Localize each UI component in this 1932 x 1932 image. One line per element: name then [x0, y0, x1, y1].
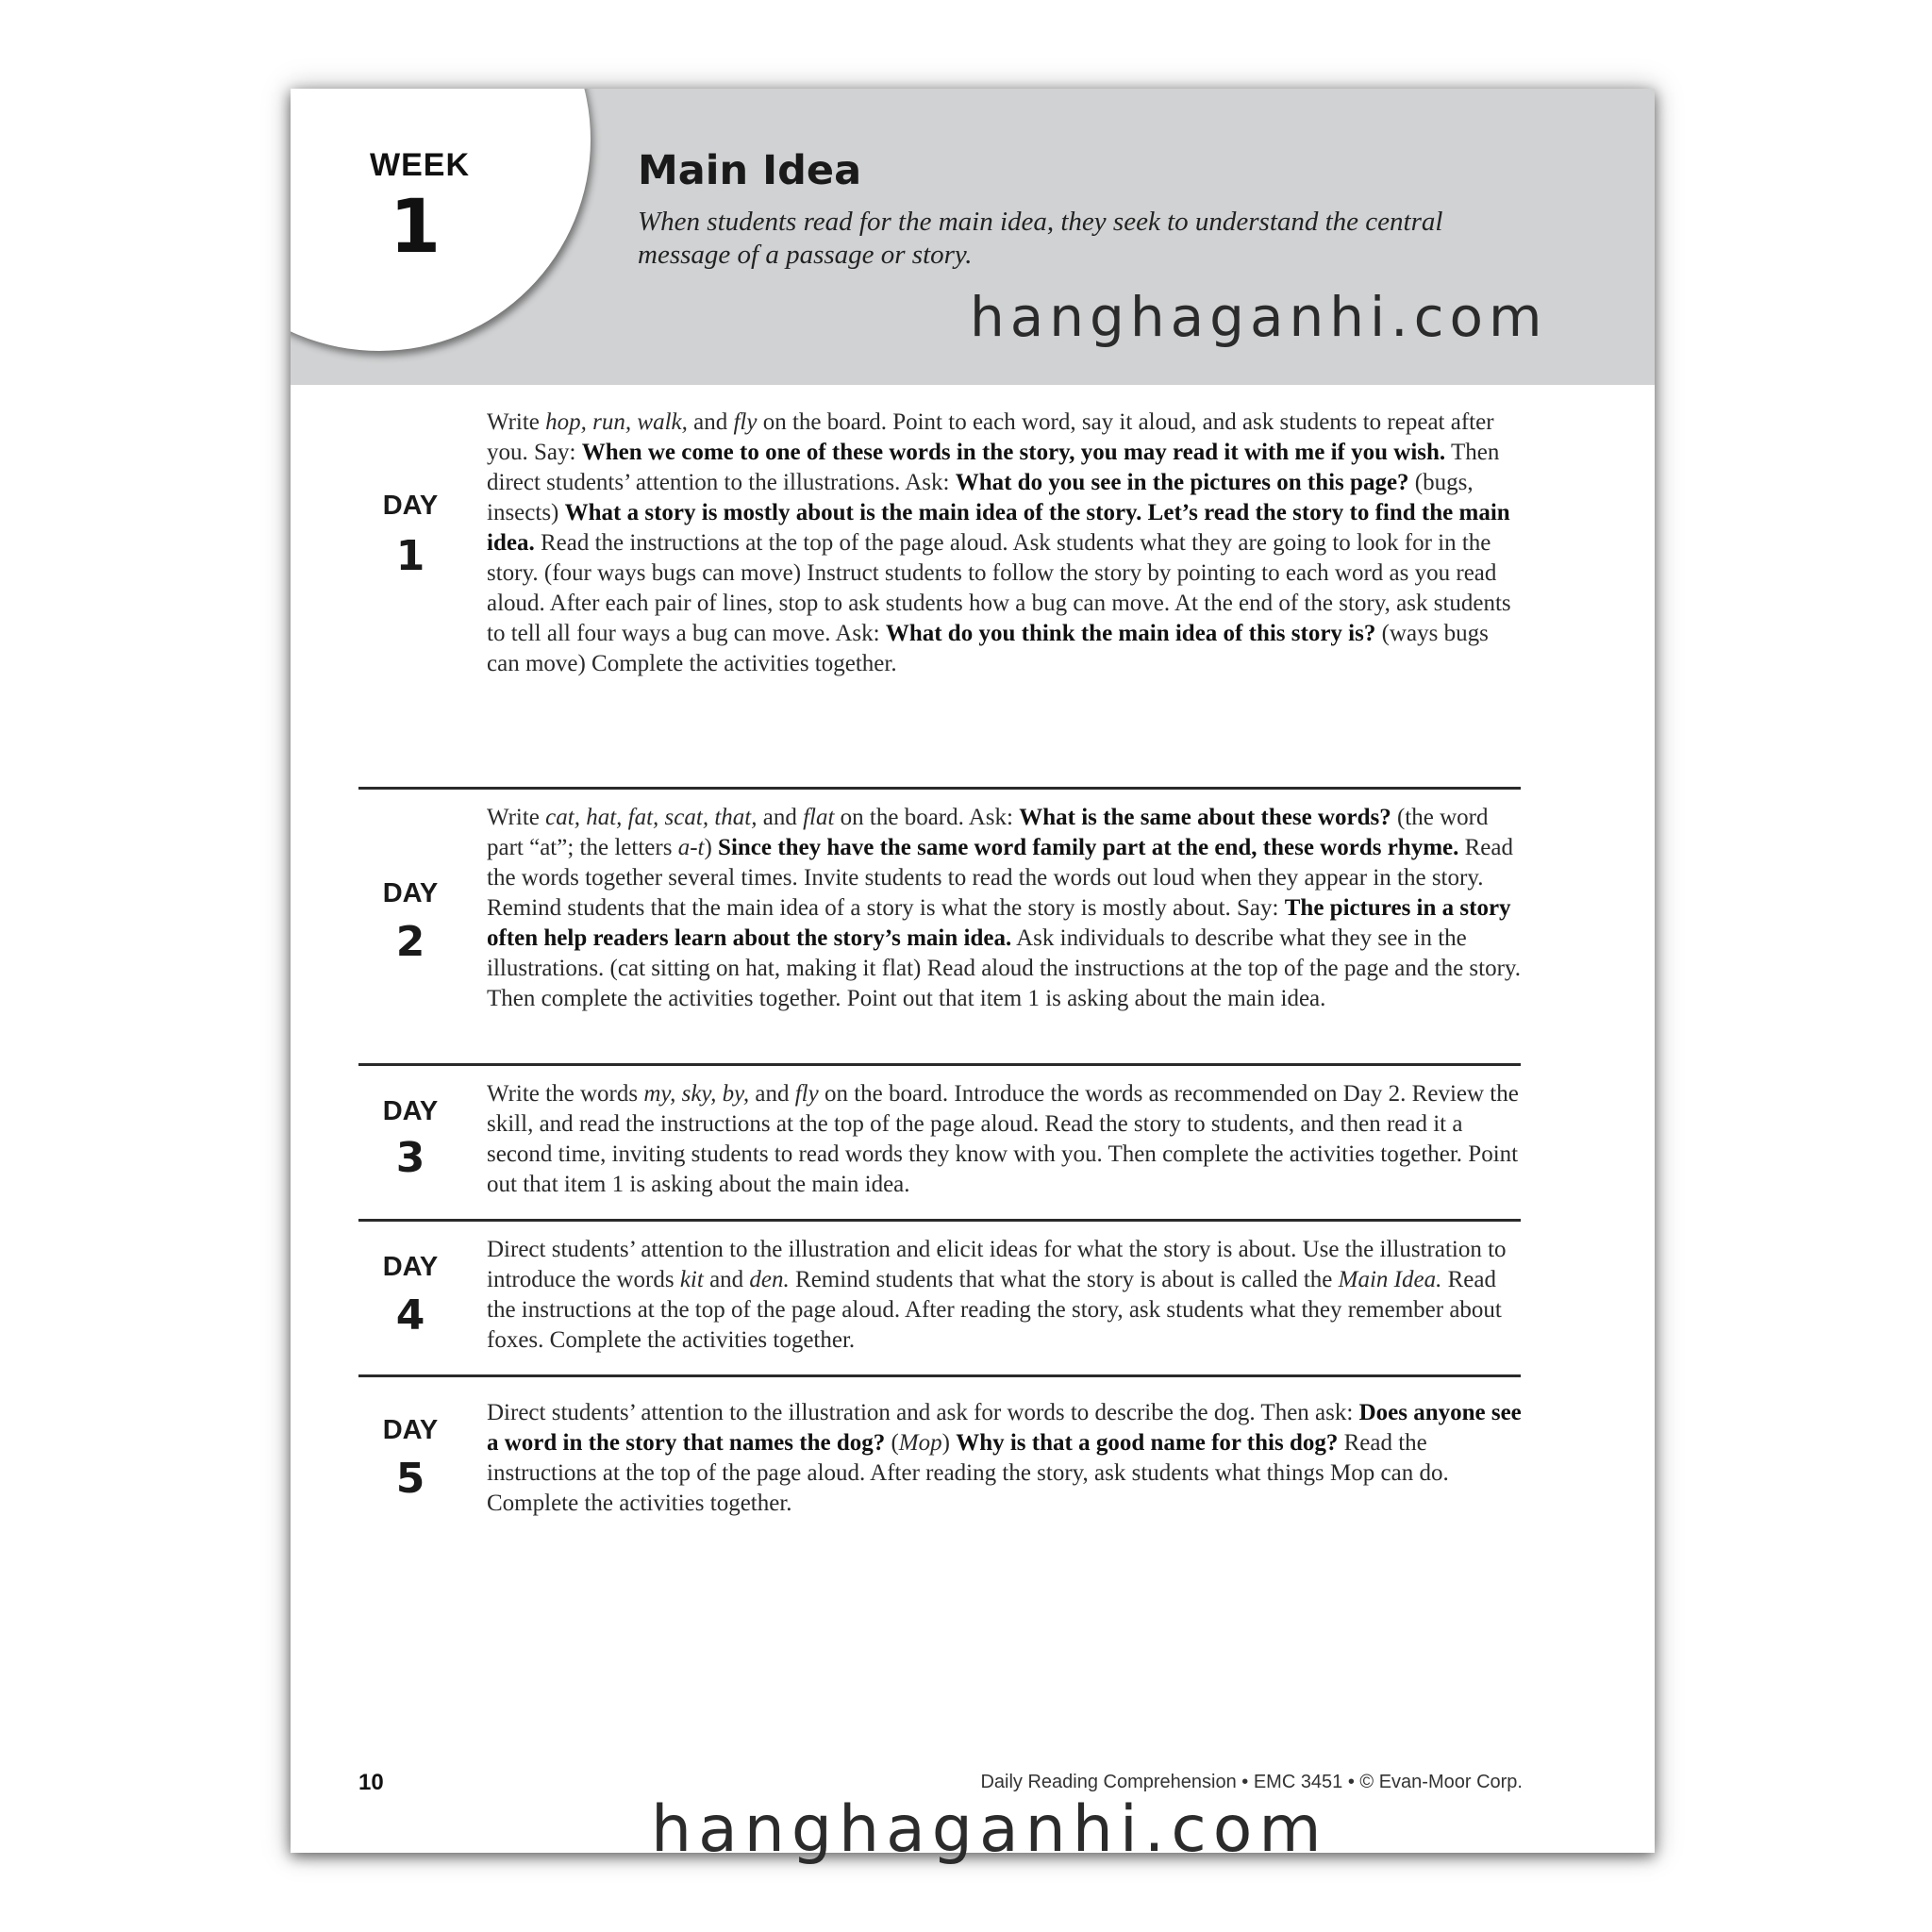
day-number: 2: [395, 918, 425, 966]
text-run: Write: [487, 409, 546, 435]
text-run: and: [703, 1267, 750, 1292]
worksheet-page: [291, 89, 1655, 1853]
text-run: (: [885, 1430, 899, 1456]
text-run: Direct students’ attention to the illustration and elicit ideas for what the story is about. Use the illustration to introduce the words: [487, 1237, 1507, 1292]
footer-credit: Daily Reading Comprehension • EMC 3451 • © Evan-Moor Corp.: [980, 1772, 1523, 1792]
text-run: on the board. Ask:: [834, 805, 1020, 830]
italic-term: Mop: [898, 1430, 942, 1456]
day-instructions: [487, 803, 1524, 1014]
week-number: 1: [389, 185, 441, 270]
day-label: DAY: [382, 1252, 439, 1282]
day-number: 5: [395, 1455, 425, 1503]
bold-prompt: Does anyone see a word in the story that names the dog?: [487, 1400, 1522, 1456]
italic-term: my, sky, by,: [643, 1081, 750, 1107]
italic-term: kit: [679, 1267, 704, 1292]
text-run: ): [941, 1430, 957, 1456]
bold-prompt: Since they have the same word family part at the end, these words rhyme.: [718, 835, 1459, 860]
text-run: and: [749, 1081, 795, 1107]
text-run: Ask individuals to describe what they see in the illustrations. (cat sitting on hat, making it flat) Read aloud the instructions at the top of the page and the story. Then complete the activities together. Point out that item 1 is asking about the main idea.: [487, 925, 1522, 1011]
skill-title: Main Idea: [638, 147, 862, 194]
text-run: Read the words together several times. Invite students to read the words out loud when they appear in the story. Remind students that the main idea of a story is what the story is mostly about. Say:: [487, 835, 1513, 921]
week-badge: [291, 89, 591, 351]
watermark-bottom: hanghaganhi.com: [651, 1792, 1328, 1867]
text-run: Read the instructions at the top of the page aloud. After reading the story, ask students what things Mop can do. Complete the activities together.: [487, 1430, 1449, 1516]
text-run: Then direct students’ attention to the illustrations. Ask:: [487, 440, 1500, 495]
bold-prompt: What a story is mostly about is the main idea of the story. Let’s read the story to find the main idea.: [487, 500, 1510, 556]
italic-term: fly: [794, 1081, 819, 1107]
text-run: ): [704, 835, 719, 860]
day-number: 1: [395, 532, 425, 580]
italic-term: fly: [733, 409, 758, 435]
bold-prompt: Why is that a good name for this dog?: [956, 1430, 1339, 1456]
bold-prompt: What do you see in the pictures on this page?: [955, 470, 1409, 495]
day-instructions: [487, 1235, 1524, 1356]
day-instructions: [487, 1398, 1524, 1519]
text-run: Write: [487, 805, 546, 830]
day-instructions: [487, 408, 1524, 679]
day-label: DAY: [382, 878, 439, 908]
text-run: Remind students that what the story is about is called the: [789, 1267, 1339, 1292]
day-label: DAY: [382, 1415, 439, 1445]
week-label: WEEK: [370, 147, 470, 183]
day-row-1: [358, 408, 1521, 790]
day-number: 4: [395, 1291, 425, 1340]
text-run: Direct students’ attention to the illustration and ask for words to describe the dog. Then ask:: [487, 1400, 1359, 1425]
day-row-5: [358, 1377, 1521, 1528]
day-row-3: [358, 1066, 1521, 1222]
bold-prompt: What do you think the main idea of this story is?: [885, 621, 1376, 646]
text-run: Write the words: [487, 1081, 644, 1107]
page-number: 10: [358, 1770, 384, 1795]
day-label: DAY: [382, 1096, 439, 1126]
day-label: DAY: [382, 491, 439, 521]
italic-term: cat, hat, fat, scat, that,: [545, 805, 758, 830]
text-run: Read the instructions at the top of the page aloud. After reading the story, ask students what they remember about foxes. Complete the activities together.: [487, 1267, 1502, 1353]
text-run: and: [687, 409, 734, 435]
text-run: Read the instructions at the top of the page aloud. Ask students what they are going to look for in the story. (four ways bugs can move) Instruct students to follow the story by pointing to each word as you read aloud. After each pair of lines, stop to ask students how a bug can move. At the end of the story, ask students to tell all four ways a bug can move. Ask:: [487, 530, 1511, 646]
text-run: (ways bugs can move) Complete the activities together.: [487, 621, 1489, 676]
day-instructions: [487, 1079, 1524, 1200]
text-run: and: [757, 805, 804, 830]
text-run: (bugs, insects): [487, 470, 1474, 525]
bold-prompt: The pictures in a story often help readers learn about the story’s main idea.: [487, 895, 1511, 951]
day-row-2: [358, 790, 1521, 1066]
text-run: (the word part “at”; the letters: [487, 805, 1489, 860]
italic-term: Main Idea.: [1338, 1267, 1442, 1292]
italic-term: den.: [749, 1267, 790, 1292]
skill-description: When students read for the main idea, they seek to understand the central message of a passage or story.: [638, 207, 1443, 270]
italic-term: a-t: [677, 835, 705, 860]
italic-term: flat: [803, 805, 835, 830]
text-run: on the board. Point to each word, say it aloud, and ask students to repeat after you. Say:: [487, 409, 1494, 465]
day-row-4: [358, 1222, 1521, 1377]
bold-prompt: When we come to one of these words in the story, you may read it with me if you wish.: [581, 440, 1446, 465]
watermark-top: hanghaganhi.com: [970, 285, 1548, 349]
italic-term: hop, run, walk,: [545, 409, 688, 435]
text-run: on the board. Introduce the words as recommended on Day 2. Review the skill, and read the instructions at the top of the page aloud. Read the story to students, and then read it a second time, inviting students to read words they know with you. Then complete the activities together. Point out that item 1 is asking about the main idea.: [487, 1081, 1519, 1197]
bold-prompt: What is the same about these words?: [1019, 805, 1391, 830]
header-band: [291, 89, 1655, 385]
day-number: 3: [395, 1134, 425, 1182]
